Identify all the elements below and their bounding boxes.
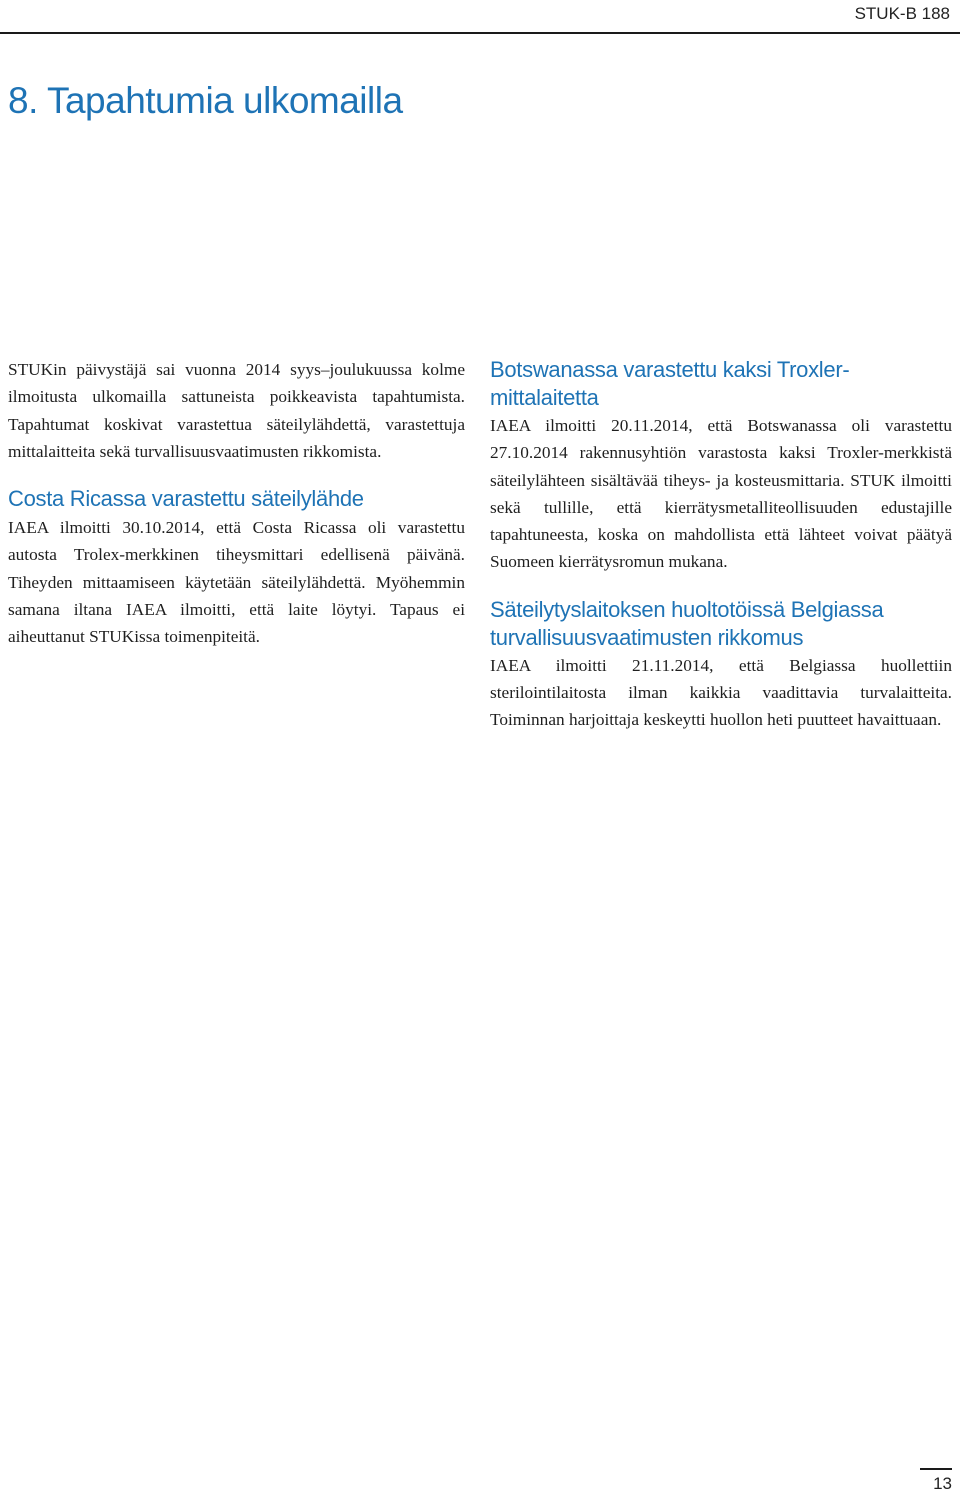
chapter-title: 8. Tapahtumia ulkomailla <box>8 80 403 121</box>
left-column <box>8 356 465 651</box>
section-body-costa-rica: IAEA ilmoitti 30.10.2014, että Costa Ricassa oli varastettu autosta Trolex-merkkinen tiheysmittari edellisenä päivänä. Tiheyden mittaamiseen käytetään säteilylähdettä. Myöhemmin samana iltana IAEA ilmoitti, että laite löytyi. Tapaus ei aiheuttanut STUKissa toimenpiteitä. <box>8 518 465 647</box>
header-divider <box>0 32 960 34</box>
section-heading-botswana: Botswanassa varastettu kaksi Troxler-mittalaitetta <box>490 357 850 410</box>
publication-series-label: STUK-B 188 <box>854 4 950 23</box>
right-column <box>490 356 952 734</box>
section-body-belgium: IAEA ilmoitti 21.11.2014, että Belgiassa huollettiin sterilointilaitosta ilman kaikkia vaadittavia turvalaitteita. Toiminnan harjoittaja keskeytti huollon heti puutteet havaittuaan. <box>490 655 952 730</box>
section-heading-costa-rica: Costa Ricassa varastettu säteilylähde <box>8 486 364 512</box>
intro-paragraph: STUKin päivystäjä sai vuonna 2014 syys–joulukuussa kolme ilmoitusta ulkomailla sattuneista poikkeavista tapahtumista. Tapahtumat koskivat varastettua säteilylähdettä, varastettuja mittalaitteita sekä turvallisuusvaatimusten rikkomista. <box>8 360 465 461</box>
page-number: 13 <box>933 1474 952 1493</box>
footer-divider <box>920 1468 952 1470</box>
section-body-botswana: IAEA ilmoitti 20.11.2014, että Botswanassa oli varastettu 27.10.2014 rakennusyhtiön varastosta kaksi Troxler-merkkistä säteilylähteen sisältävää tiheys- ja kosteusmittaria. STUK ilmoitti sekä tullille, että kierrätysmetalliteollisuuden edustajille tapahtuneesta, koska on mahdollista että lähteet voivat päätyä Suomeen kierrätysromun mukana. <box>490 416 952 572</box>
section-heading-belgium: Säteilytyslaitoksen huoltotöissä Belgiassa turvallisuusvaatimusten rikkomus <box>490 596 884 650</box>
